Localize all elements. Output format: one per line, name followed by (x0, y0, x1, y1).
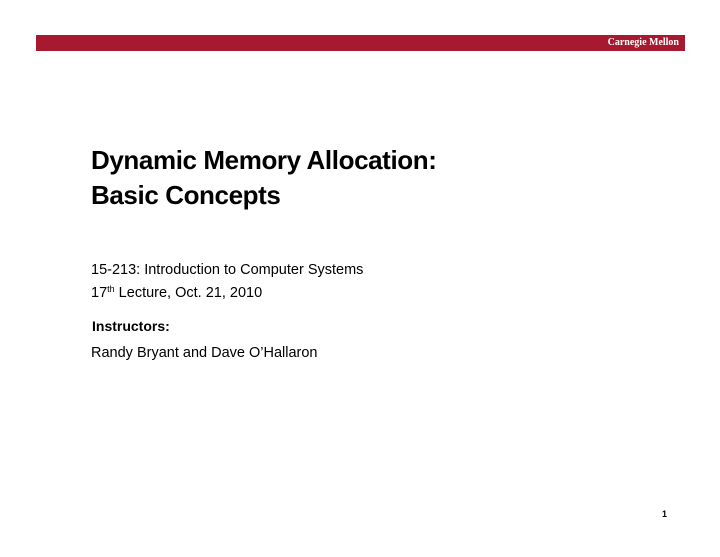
lecture-date: Lecture, Oct. 21, 2010 (114, 285, 263, 301)
slide-title-line-2: Basic Concepts (91, 180, 281, 210)
brand-label: Carnegie Mellon (607, 37, 679, 48)
lecture-ordinal: th (107, 284, 115, 294)
slide-title-line-1: Dynamic Memory Allocation: (91, 145, 437, 175)
course-name: 15-213: Introduction to Computer Systems (91, 262, 364, 278)
slide-subtitle (91, 259, 363, 305)
instructors-label: Instructors: (92, 318, 170, 334)
lecture-number: 17 (91, 285, 108, 301)
slide-title (91, 143, 437, 213)
lecture-info (91, 282, 363, 305)
header-bar (36, 35, 685, 51)
page-number: 1 (662, 509, 668, 519)
instructors-names: Randy Bryant and Dave O’Hallaron (91, 345, 318, 361)
